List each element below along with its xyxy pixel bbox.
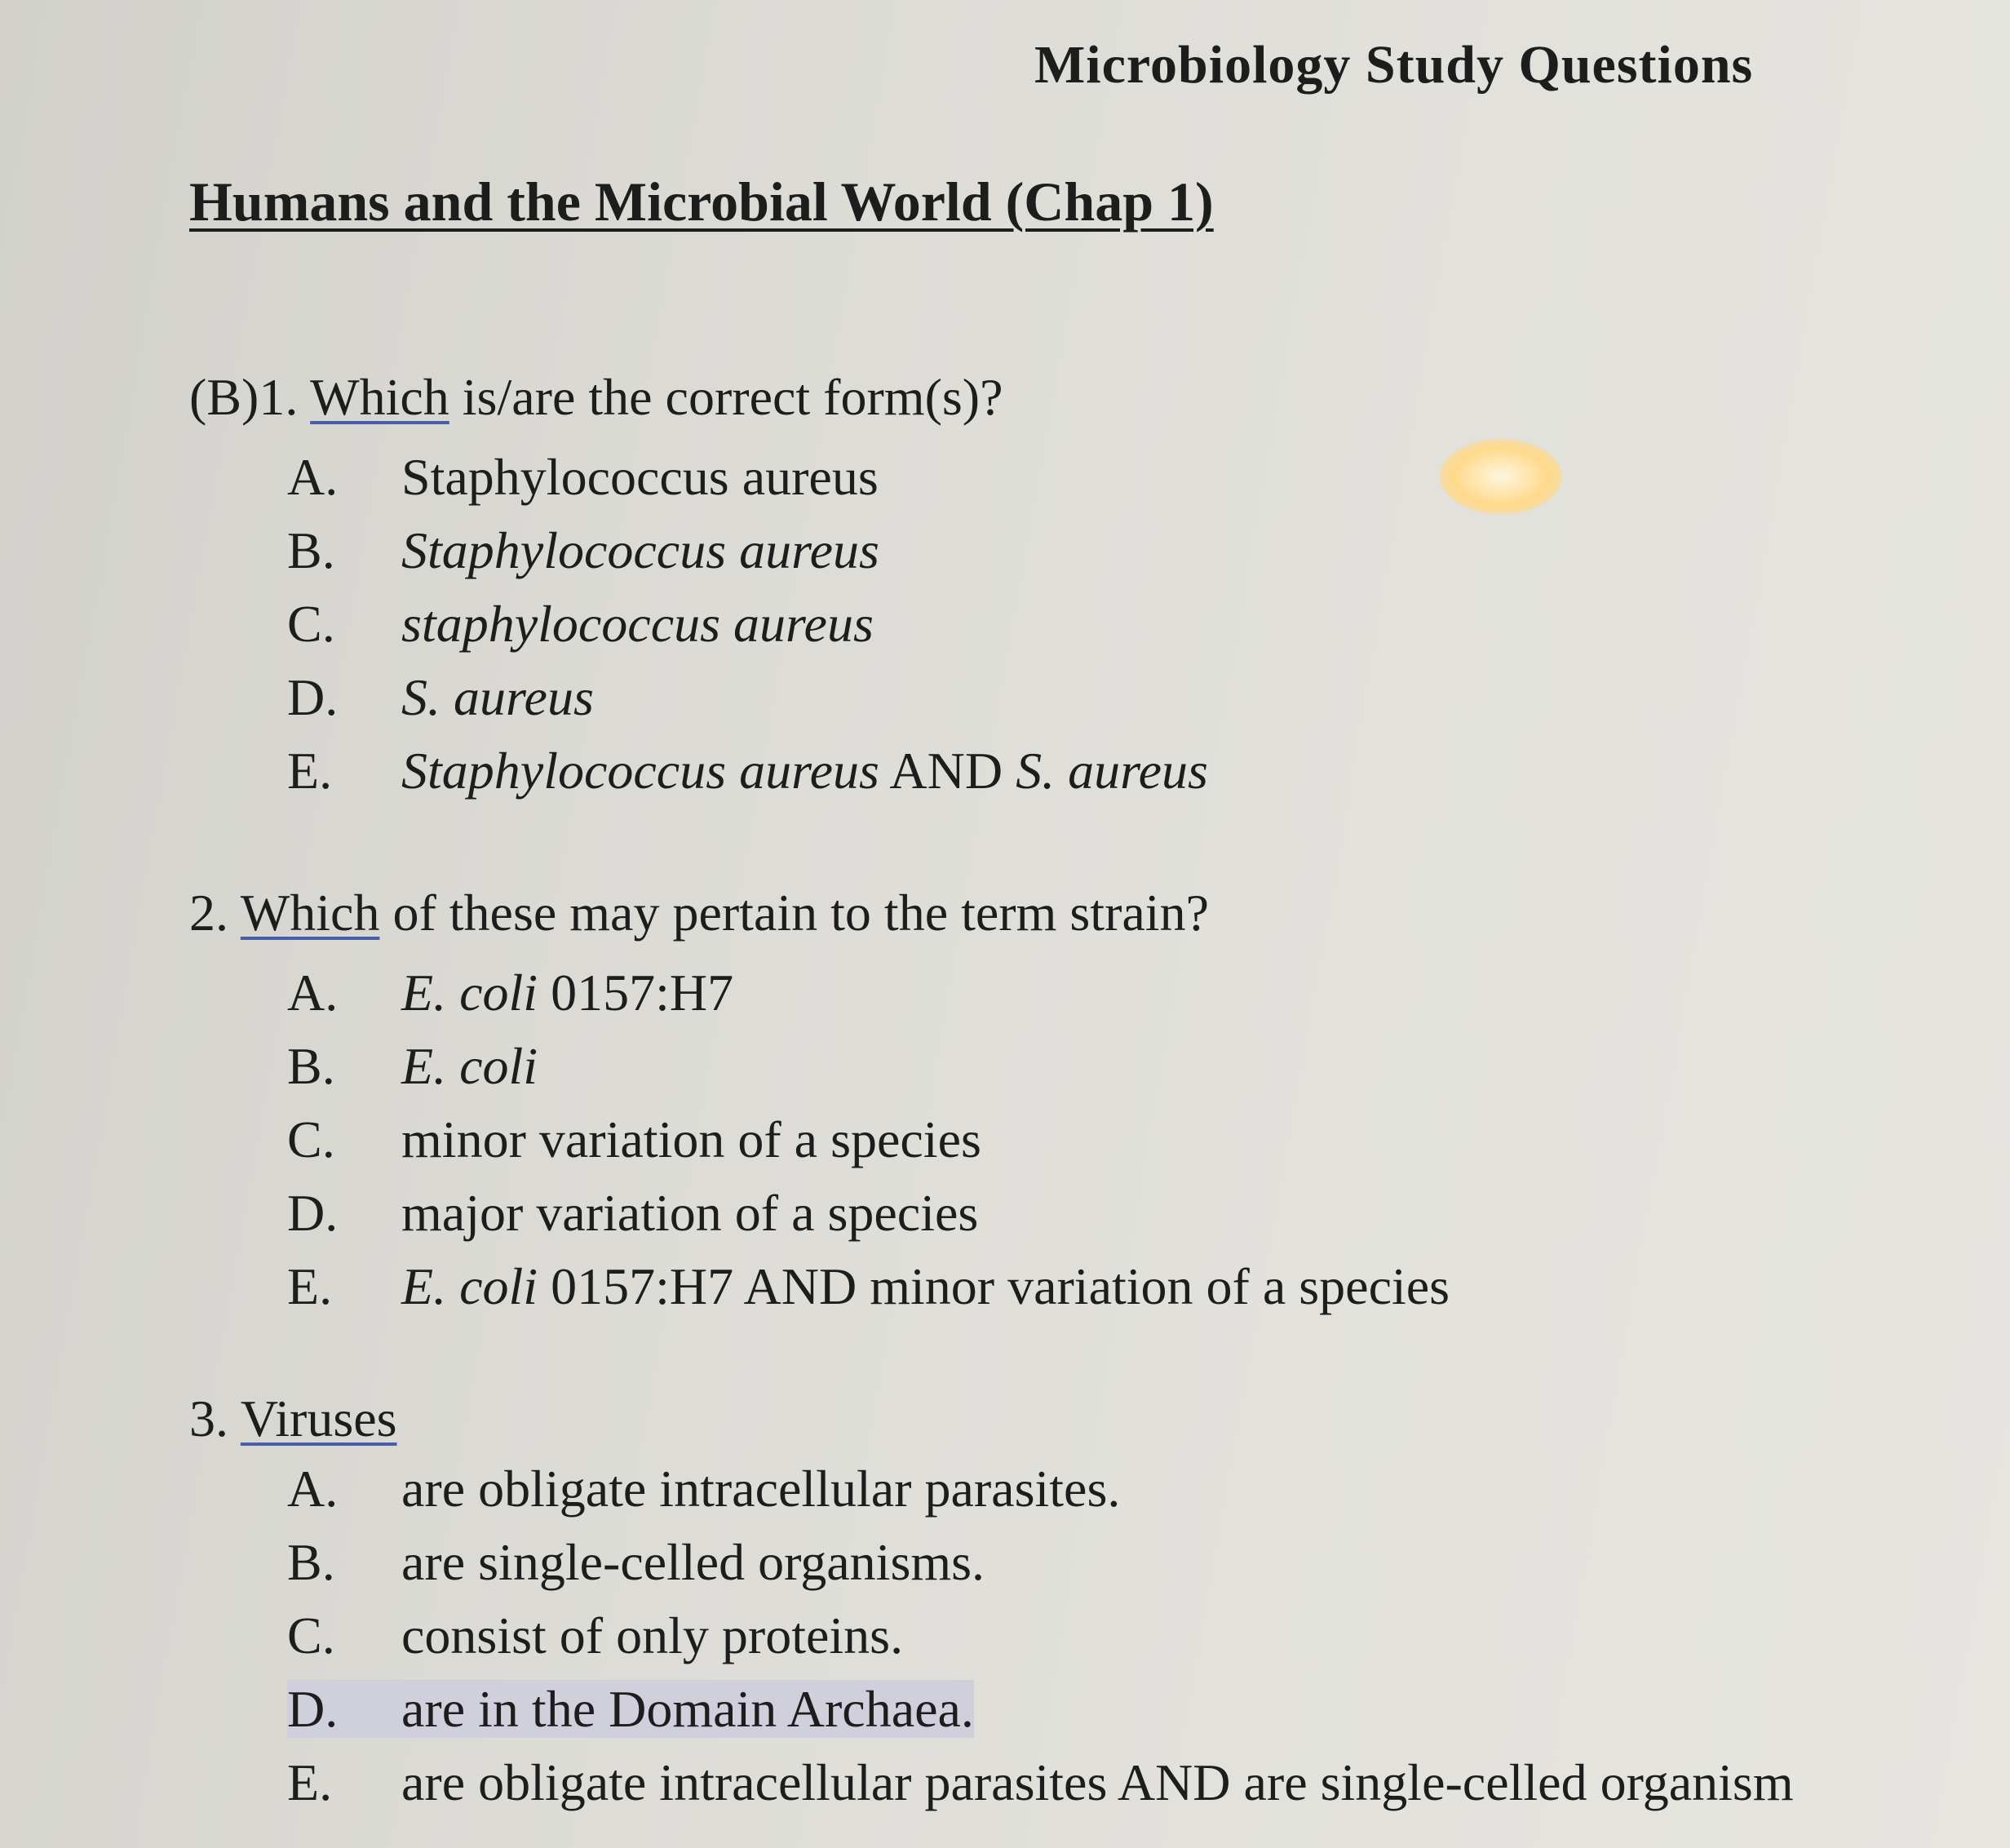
option-text-italic: E. coli	[401, 964, 538, 1021]
option-letter: B.	[287, 521, 335, 579]
option-text: staphylococcus aureus	[401, 595, 874, 653]
option-d	[287, 661, 1208, 734]
option-c	[287, 1103, 1450, 1177]
option-letter: B.	[287, 1037, 335, 1095]
question-number: 2.	[189, 884, 228, 942]
option-text: are obligate intracellular parasites AND are single-celled organism	[401, 1753, 1794, 1811]
option-text: minor variation of a species	[401, 1110, 981, 1168]
option-letter: A.	[287, 448, 339, 506]
option-text: major variation of a species	[401, 1184, 979, 1242]
option-text: are in the Domain Archaea.	[401, 1680, 974, 1738]
option-text: S. aureus	[401, 668, 594, 726]
option-c	[287, 1599, 1794, 1673]
option-e	[287, 1746, 1794, 1819]
question-2-options	[287, 956, 1450, 1323]
option-letter: D.	[287, 668, 339, 726]
question-number: (B)1.	[189, 368, 299, 426]
option-b	[287, 1030, 1450, 1103]
question-1-options	[287, 441, 1208, 808]
option-text-plain: 0157:H7	[538, 964, 734, 1021]
option-letter: C.	[287, 1606, 335, 1664]
question-3-stem	[189, 1389, 397, 1449]
option-letter: C.	[287, 1110, 335, 1168]
option-d	[287, 1673, 1794, 1746]
option-text: are obligate intracellular parasites.	[401, 1460, 1121, 1518]
option-text	[401, 1250, 1450, 1323]
option-highlight	[287, 1680, 974, 1738]
option-b	[287, 514, 1208, 587]
option-e	[287, 1250, 1450, 1323]
option-text: Staphylococcus aureus	[401, 521, 879, 579]
option-a	[287, 1452, 1794, 1526]
option-c	[287, 587, 1208, 661]
option-letter: D.	[287, 1184, 339, 1242]
question-text: of these may pertain to the term strain?	[379, 884, 1209, 942]
option-text: E. coli	[401, 1037, 538, 1095]
option-text	[401, 956, 733, 1030]
option-d	[287, 1177, 1450, 1250]
option-text-plain: 0157:H7 AND minor variation of a species	[538, 1257, 1450, 1315]
option-letter: E.	[287, 1257, 333, 1315]
option-e	[287, 734, 1208, 808]
option-letter: B.	[287, 1533, 335, 1591]
option-letter: E.	[287, 1753, 333, 1811]
option-text-plain: AND	[879, 742, 1016, 800]
option-letter: A.	[287, 964, 339, 1021]
question-keyword: Which	[310, 368, 449, 426]
question-2-stem	[189, 883, 1209, 943]
option-text: consist of only proteins.	[401, 1606, 904, 1664]
question-number: 3.	[189, 1389, 228, 1447]
option-text-italic: Staphylococcus aureus	[401, 742, 879, 800]
chapter-title: Humans and the Microbial World (Chap 1)	[189, 171, 1214, 233]
option-letter: E.	[287, 742, 333, 800]
option-a	[287, 956, 1450, 1030]
document-title: Microbiology Study Questions	[1034, 35, 1754, 95]
option-text: Staphylococcus aureus	[401, 448, 879, 506]
option-letter: D.	[287, 1680, 339, 1738]
question-keyword: Which	[240, 884, 380, 942]
option-letter: C.	[287, 595, 335, 653]
question-1-stem	[189, 367, 1003, 428]
option-text	[401, 734, 1208, 808]
option-text-italic-2: S. aureus	[1016, 742, 1208, 800]
option-a	[287, 441, 1208, 514]
option-text-italic: E. coli	[401, 1257, 538, 1315]
option-text: are single-celled organisms.	[401, 1533, 985, 1591]
light-glare	[1440, 439, 1562, 514]
option-b	[287, 1526, 1794, 1599]
option-letter: A.	[287, 1460, 339, 1518]
question-3-options	[287, 1452, 1794, 1819]
question-keyword: Viruses	[240, 1389, 397, 1447]
question-text: is/are the correct form(s)?	[449, 368, 1003, 426]
